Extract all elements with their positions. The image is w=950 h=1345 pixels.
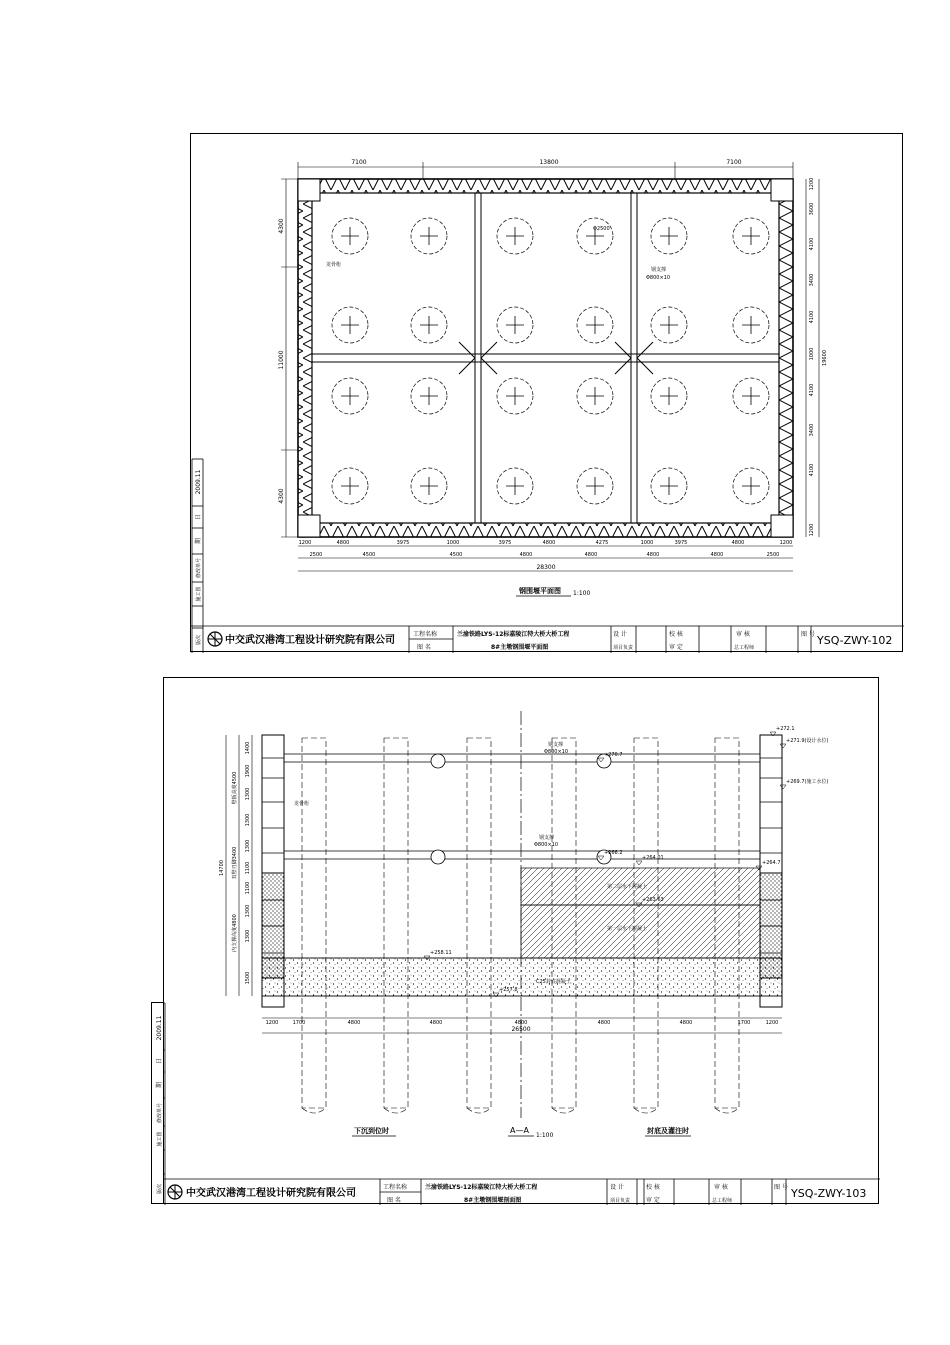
pile-4: [577, 218, 613, 254]
dim-left-7: 1100: [245, 881, 251, 895]
tb-pm: 项目负责: [610, 1198, 631, 1204]
dim-bottom-b-1: 2500: [309, 552, 323, 558]
side-revision-strip: [164, 1003, 165, 1205]
pile-12: [733, 307, 769, 343]
dim-bottom-b-6: 4800: [646, 552, 660, 558]
label-seal: C25封底混凝土: [536, 979, 571, 985]
strip-date: 2009.11: [156, 1015, 163, 1041]
right-dimension-labels: [809, 178, 828, 537]
tb-project-label: 工程名称: [413, 631, 438, 638]
tb-project-name: 兰渝铁路LYS-12标嘉陵江特大桥大桥工程: [425, 1184, 538, 1191]
dim-left-group-2: 双壁刃脚3400: [232, 846, 238, 880]
dim-right-7: 4100: [809, 383, 815, 397]
dim-left-total: 14700: [219, 860, 225, 876]
pile-13: [332, 378, 368, 414]
dim-left-group-1: 壁板高度4500: [232, 771, 238, 805]
dim-bottom-a-11: 1200: [779, 540, 793, 546]
strip-stage: 施工图: [157, 1131, 163, 1147]
elevation-marker-6: [636, 861, 642, 865]
pile-21: [497, 468, 533, 504]
dim-bottom-a-8: 1000: [640, 540, 654, 546]
dim-bottom-a-7: 4275: [595, 540, 609, 546]
dim-left-9: 1300: [245, 929, 251, 943]
dim-bottom-8: 1700: [737, 1020, 751, 1026]
pile-24: [733, 468, 769, 504]
dim-bottom-1: 1200: [265, 1020, 279, 1026]
pile-3: [497, 218, 533, 254]
pile-column-1: [302, 738, 326, 1113]
tb-drawing-label: 图 名: [387, 1197, 401, 1204]
elevation-9: +258.11: [430, 950, 452, 956]
section-braces: [284, 754, 760, 859]
strip-period: 期: [156, 1081, 163, 1089]
tb-number-label: 图 号: [774, 1184, 788, 1191]
dim-bottom-5: 4800: [514, 1020, 528, 1026]
label-brace-spec: Φ800×10: [646, 275, 671, 281]
tb-check: 校 核: [669, 631, 683, 638]
dim-left-1: 4300: [278, 218, 285, 234]
label-brace-spec: Φ800×10: [534, 842, 559, 848]
strip-version: 版次: [196, 634, 202, 646]
dim-bottom-b-2: 4500: [362, 552, 376, 558]
label-brace: 钢支撑: [651, 267, 667, 273]
section-side-strip: [151, 1002, 163, 1204]
dim-right-5: 4100: [809, 310, 815, 324]
tb-drawing-number: YSQ-ZWY-102: [817, 634, 893, 647]
dim-top-1: 7100: [351, 159, 367, 166]
pile-20: [411, 468, 447, 504]
tb-number-label: 图 号: [801, 631, 815, 638]
tb-approve: 审 核: [736, 631, 750, 638]
pile-22: [577, 468, 613, 504]
company-logo-icon: [208, 632, 222, 646]
strip-change-no: 修改单号: [196, 557, 202, 579]
pile-5: [651, 218, 687, 254]
pile-column-2: [384, 738, 408, 1113]
dim-bottom-4: 4800: [429, 1020, 443, 1026]
dim-bottom-total: 28300: [536, 564, 556, 571]
dim-left-5: 1300: [245, 839, 251, 853]
dim-top-2: 13800: [539, 159, 559, 166]
pile-grid: [332, 218, 769, 504]
label-stage-right: 封底及灌注时: [647, 1127, 689, 1135]
left-dimension-labels: [231, 742, 251, 985]
pile-23: [651, 468, 687, 504]
strip-day: 日: [156, 1057, 163, 1065]
dim-bottom-a-2: 4800: [336, 540, 350, 546]
tb-design: 设 计: [610, 1184, 624, 1191]
elevation-6: +264.01: [642, 855, 664, 861]
drawing-caption: 钢围堰平面图: [519, 587, 561, 595]
label-brace: 钢支撑: [539, 835, 555, 841]
dim-right-9: 4100: [809, 463, 815, 477]
pile-19: [332, 468, 368, 504]
strip-date: 2009.11: [195, 469, 202, 495]
dim-bottom-total: 26500: [511, 1026, 531, 1033]
drawing-sheet-plan: [190, 133, 903, 652]
elevation-10: +257.8: [499, 987, 518, 993]
tb-pm: 项目负责: [613, 645, 634, 651]
pile-column-3: [467, 738, 491, 1113]
pile-7: [332, 307, 368, 343]
company-logo-icon: [168, 1185, 182, 1199]
dim-bottom-b-7: 4800: [710, 552, 724, 558]
dim-bottom-a-9: 3975: [674, 540, 688, 546]
tb-project-name: 兰渝铁路LYS-12标嘉陵江特大桥大桥工程: [457, 631, 570, 638]
dim-bottom-b-3: 4500: [449, 552, 463, 558]
strip-change-no: 修改单号: [157, 1102, 163, 1124]
pile-1: [332, 218, 368, 254]
dim-right-8: 3400: [809, 423, 815, 437]
dim-right-10: 1200: [809, 523, 815, 537]
dim-right-4: 3400: [809, 273, 815, 287]
dim-top-3: 7100: [726, 159, 742, 166]
dim-bottom-a-1: 1200: [298, 540, 312, 546]
dim-right-1: 1200: [809, 177, 815, 191]
drawing-sheet-section: [163, 677, 879, 1204]
dim-right-2: 3600: [809, 202, 815, 216]
label-side-truss: 龙骨桁: [326, 262, 342, 268]
dim-left-3: 4300: [278, 488, 285, 504]
dim-right-3: 4100: [809, 237, 815, 251]
section-caption: A—A: [510, 1126, 529, 1135]
pile-18: [733, 378, 769, 414]
dim-left-8: 1300: [245, 904, 251, 918]
pile-9: [497, 307, 533, 343]
strip-day: 日: [195, 513, 202, 521]
pile-16: [577, 378, 613, 414]
dim-bottom-3: 4800: [347, 1020, 361, 1026]
pile-15: [497, 378, 533, 414]
tb-design: 设 计: [613, 631, 627, 638]
pile-6: [733, 218, 769, 254]
elevation-2: +271.9(设计水位): [786, 738, 829, 744]
cofferdam-outer-wall: [298, 179, 793, 537]
dim-bottom-2: 1700: [292, 1020, 306, 1026]
dim-bottom-7: 4800: [679, 1020, 693, 1026]
dim-bottom-a-3: 3975: [396, 540, 410, 546]
company-name: 中交武汉港湾工程设计研究院有限公司: [186, 1188, 356, 1199]
tb-project-label: 工程名称: [383, 1184, 408, 1191]
dim-left-1: 1400: [245, 741, 251, 755]
tb-drawing-label: 图 名: [417, 644, 431, 651]
pile-17: [651, 378, 687, 414]
internal-brace-grid: [312, 193, 779, 523]
pile-14: [411, 378, 447, 414]
label-fill-1: 第一层水下混凝土: [607, 926, 648, 932]
pile-2: [411, 218, 447, 254]
dim-bottom-6: 4800: [597, 1020, 611, 1026]
dim-left-2: 11000: [278, 350, 285, 370]
pile-8: [411, 307, 447, 343]
dim-left-6: 1100: [245, 861, 251, 875]
elevation-8: +263.63: [642, 897, 664, 903]
section-drawing: [164, 678, 880, 1205]
strip-period: 期: [195, 537, 202, 545]
elevation-3: +269.7(施工水位): [786, 779, 829, 785]
dim-right-6: 1000: [809, 347, 815, 361]
dim-bottom-b-8: 2500: [766, 552, 780, 558]
dim-left-group-3: 内支撑高度4800: [232, 914, 238, 952]
tb-drawing-number: YSQ-ZWY-103: [791, 1187, 867, 1200]
dim-bottom-b-5: 4800: [584, 552, 598, 558]
dim-bottom-9: 1200: [765, 1020, 779, 1026]
dim-bottom-a-5: 3975: [498, 540, 512, 546]
elevation-4: +270.7: [604, 752, 623, 758]
dim-left-2: 1900: [245, 764, 251, 778]
dim-bottom-a-4: 1000: [446, 540, 460, 546]
dim-left-10: 1500: [245, 971, 251, 985]
dim-bottom-a-10: 4800: [731, 540, 745, 546]
strip-version: 版次: [157, 1183, 163, 1195]
dim-bottom-b-4: 4800: [519, 552, 533, 558]
dim-left-3: 1300: [245, 787, 251, 801]
label-brace-top-spec: Φ800×10: [544, 749, 569, 755]
label-side-truss: 龙骨桁: [294, 801, 310, 807]
label-brace-top: 钢支撑: [548, 742, 564, 748]
plan-drawing: [191, 134, 904, 653]
label-stage-left: 下沉到位时: [354, 1127, 389, 1135]
bottom-dimension-labels: [299, 540, 793, 558]
dim-left-4: 1300: [245, 813, 251, 827]
dim-bottom-a-6: 4800: [542, 540, 556, 546]
underwater-concrete-layers: [262, 868, 782, 996]
tb-chief: 总工程师: [712, 1198, 733, 1204]
strip-stage: 施工图: [196, 586, 202, 602]
drawing-scale: 1:100: [573, 590, 591, 597]
elevation-1: +272.1: [776, 726, 795, 732]
pile-10: [577, 307, 613, 343]
company-name: 中交武汉港湾工程设计研究院有限公司: [225, 635, 395, 646]
label-pile-diameter: Φ2500: [593, 226, 610, 232]
tb-review: 审 定: [646, 1197, 660, 1204]
tb-drawing-name: 8#主墩钢围堰剖面图: [464, 1197, 522, 1204]
section-scale: 1:100: [536, 1132, 554, 1139]
pile-11: [651, 307, 687, 343]
label-fill-2: 第二层水下混凝土: [607, 884, 648, 890]
tb-chief: 总工程师: [734, 645, 755, 651]
tb-drawing-name: 8#主墩钢围堰平面图: [491, 644, 549, 651]
tb-approve: 审 核: [714, 1184, 728, 1191]
elevation-5: +266.2: [604, 850, 623, 856]
elevation-7: +264.7: [762, 860, 781, 866]
tb-check: 校 核: [646, 1184, 660, 1191]
dim-right-total: 19600: [822, 350, 828, 366]
tb-review: 审 定: [669, 644, 683, 651]
